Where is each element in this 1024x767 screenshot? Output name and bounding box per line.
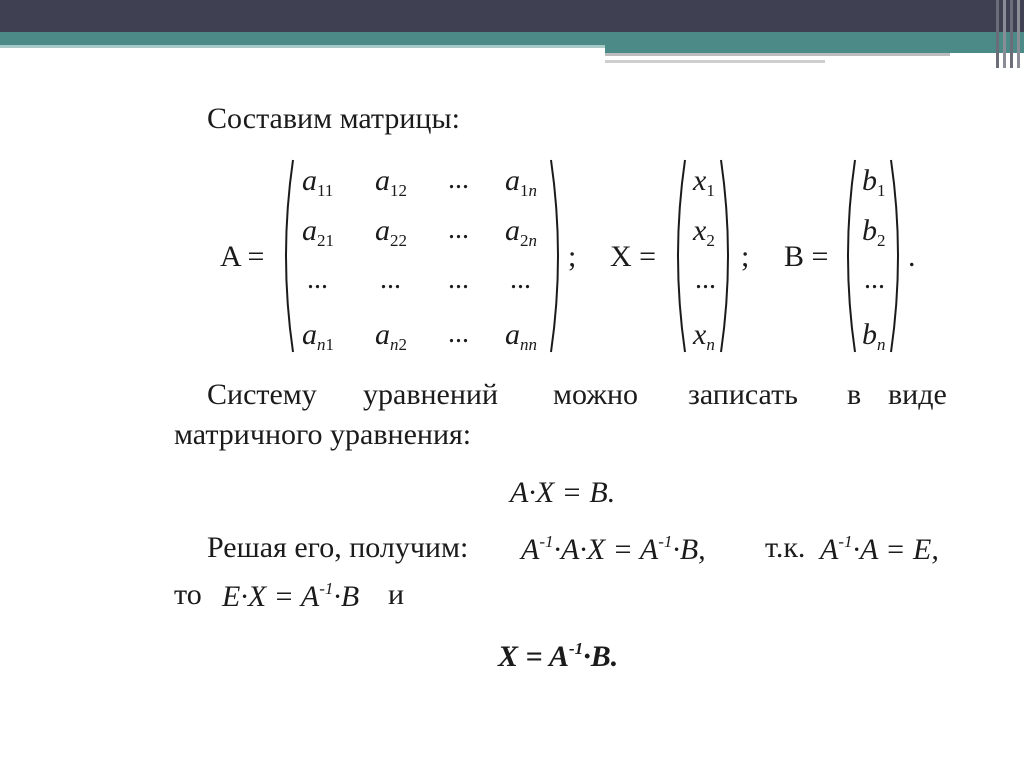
matrix-a-cell: $a_{n2}$ [375,318,407,354]
matrix-a-right-paren [548,158,568,354]
final-equation: $X = A^{-1}\cdot B$. [498,639,619,673]
word: уравнений [363,378,499,411]
word: в [847,378,862,411]
word: можно [553,378,639,411]
matrix-a-cell: $a_{1n}$ [505,164,537,200]
separator: ; [568,240,577,273]
equation-main: A·X = B. [510,476,616,509]
matrix-a-cell: ... [448,164,469,195]
matrix-a-left-paren [276,158,296,354]
solve-equation: $A^{-1}\cdot A\cdot X = A^{-1}\cdot B$, [521,532,706,566]
header-teal-right-band [605,45,1024,53]
matrix-x-cell: $x_2$ [693,214,715,250]
matrix-a-cell: ... [307,264,328,295]
matrix-b-cell: $b_1$ [862,164,886,200]
matrix-a-cell: ... [448,318,469,349]
matrix-x-label: X = [610,240,657,273]
intro-text: Составим матрицы: [207,102,460,135]
matrix-a-cell: $a_{22}$ [375,214,407,250]
header-grey-line-2 [605,60,825,63]
end-period: . [908,240,916,273]
matrix-x-left-paren [668,158,688,354]
system-text-line2: матричного уравнения: [174,418,472,451]
word: записать [688,378,798,411]
matrix-a-cell: $a_{12}$ [375,164,407,200]
matrix-a-cell: ... [510,264,531,295]
matrix-b-cell: $b_n$ [862,318,886,354]
tk-equation: $A^{-1}\cdot A = E$, [820,532,939,566]
header-teal-band [0,32,1024,45]
header-stripe [1003,0,1006,68]
matrix-b-cell: $b_2$ [862,214,886,250]
matrix-x-right-paren [718,158,738,354]
matrix-a-label: A = [220,240,265,273]
matrix-a-cell: ... [448,264,469,295]
matrix-x-cell: $x_n$ [693,318,715,354]
header-stripe [1017,0,1020,68]
matrix-a-cell: ... [448,214,469,245]
matrix-b-right-paren [888,158,908,354]
matrix-x-cell: $x_1$ [693,164,715,200]
solve-prefix: Решая его, получим: [207,531,469,564]
header-grey-line [605,53,950,56]
matrix-a-cell: ... [380,264,401,295]
header-light-line [0,45,605,48]
word: виде [888,378,947,411]
header-stripe [1010,0,1013,68]
separator: ; [741,240,750,273]
header-dark-band [0,0,1024,32]
matrix-a-cell: $a_{11}$ [302,164,334,200]
tk-text: т.к. [765,531,806,564]
and-text: и [388,578,405,611]
matrix-b-cell: ... [864,264,885,295]
matrix-a-cell: $a_{n1}$ [302,318,334,354]
then-equation: $E\cdot X = A^{-1}\cdot B$ [222,579,360,613]
matrix-a-cell: $a_{nn}$ [505,318,537,354]
header-stripe [996,0,999,68]
matrix-a-cell: $a_{21}$ [302,214,334,250]
matrix-x-cell: ... [695,264,716,295]
matrix-b-left-paren [838,158,858,354]
word: Систему [207,378,317,411]
matrix-b-label: B = [784,240,829,273]
then-text: то [174,578,202,611]
matrix-a-cell: $a_{2n}$ [505,214,537,250]
